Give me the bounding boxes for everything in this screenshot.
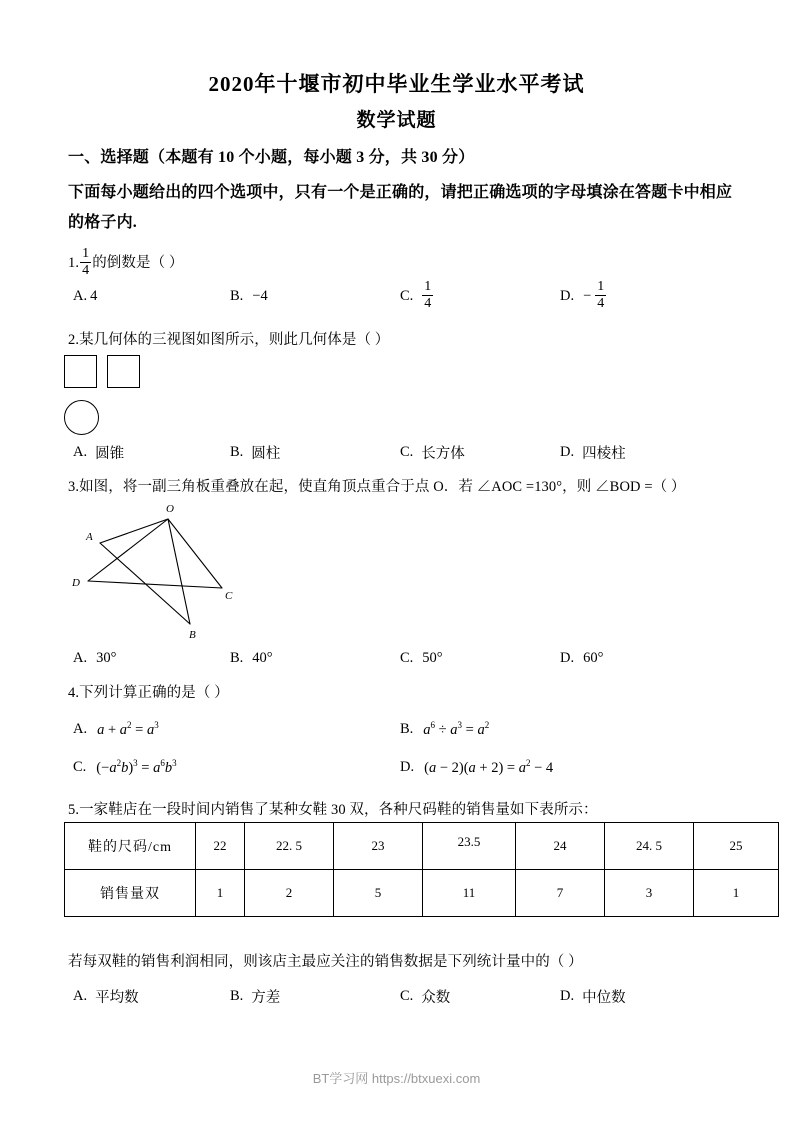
option-3-a-text: 30°: [96, 650, 117, 666]
front-view-square: [64, 355, 97, 388]
option-4-d-text: $(a - 2)(a + 2) = a^2 - 4$: [424, 758, 554, 776]
question-2-options: [0, 442, 793, 478]
option-3-b-label: B.: [230, 650, 244, 666]
question-3-stem: 3.如图，将一副三角板重叠放在起，使直角顶点重合于点 O．若 ∠AOC =130°，则 ∠BOD =（ ）: [68, 479, 686, 495]
option-5-c[interactable]: [400, 986, 450, 1007]
option-5-b[interactable]: [230, 986, 280, 1007]
option-4-b-text: $a^6 \div a^3 = a^2$: [423, 720, 490, 738]
question-1-stem: [68, 248, 184, 279]
option-2-a-text: 圆锥: [95, 446, 125, 462]
cell-count-3: 11: [423, 870, 516, 917]
question-1-options: [0, 279, 793, 324]
cell-size-5: 24. 5: [605, 823, 694, 870]
option-2-d[interactable]: [560, 442, 626, 463]
option-4-d-label: D.: [400, 758, 415, 775]
label-B: B: [189, 629, 196, 641]
table-row-counts: [65, 870, 779, 917]
option-5-a[interactable]: [73, 986, 139, 1007]
option-2-c-label: C.: [400, 444, 414, 460]
question-3-options: [0, 650, 793, 686]
option-5-a-label: A.: [73, 988, 88, 1004]
option-3-d[interactable]: [560, 650, 603, 667]
option-2-b-text: 圆柱: [251, 446, 281, 462]
cell-size-0: 22: [196, 823, 245, 870]
option-3-b-text: 40°: [252, 650, 273, 666]
option-2-b[interactable]: [230, 442, 280, 463]
option-3-c-label: C.: [400, 650, 414, 666]
section-instruction: 下面每小题给出的四个选项中，只有一个是正确的，请把正确选项的字母填涂在答题卡中相应的格子内.: [68, 184, 733, 231]
option-1-a-label: A.: [73, 288, 88, 304]
cell-count-0: 1: [196, 870, 245, 917]
cell-size-1: 22. 5: [245, 823, 334, 870]
table-row-sizes: [65, 823, 779, 870]
top-view-circle: [64, 400, 99, 435]
label-D: D: [72, 577, 80, 589]
option-3-c-text: 50°: [422, 650, 443, 666]
option-5-d[interactable]: [560, 986, 626, 1007]
cell-size-2: 23: [334, 823, 423, 870]
cell-size-4: 24: [516, 823, 605, 870]
label-C: C: [225, 590, 233, 602]
option-5-c-text: 众数: [421, 990, 451, 1006]
question-5-stem: 5.一家鞋店在一段时间内销售了某种女鞋 30 双，各种尺码鞋的销售量如下表所示：: [68, 802, 598, 818]
option-5-a-text: 平均数: [95, 990, 139, 1006]
option-3-a[interactable]: [73, 650, 116, 667]
option-4-d[interactable]: [400, 758, 553, 777]
option-4-c-label: C.: [73, 758, 87, 775]
side-view-square: [107, 355, 140, 388]
cell-size-3: 23.5: [423, 823, 516, 870]
option-1-d-fraction: $\frac{1}{4}$: [597, 279, 605, 311]
option-1-c-fraction: $\frac{1}{4}$: [424, 279, 432, 311]
option-5-c-label: C.: [400, 988, 414, 1004]
row-header-size: 鞋的尺码/cm: [65, 823, 196, 870]
page-subtitle: 数学试题: [356, 110, 437, 131]
cell-count-2: 5: [334, 870, 423, 917]
question-5-options: [0, 986, 793, 1022]
option-2-b-label: B.: [230, 444, 244, 460]
option-1-d-sign: −: [583, 288, 592, 304]
question-1-fraction: $\frac{1}{4}$: [82, 246, 90, 278]
option-4-c[interactable]: [73, 758, 177, 777]
option-5-d-text: 中位数: [582, 990, 626, 1006]
option-1-a-text: 4: [90, 288, 98, 304]
option-1-c-label: C.: [400, 288, 414, 304]
option-1-d-label: D.: [560, 288, 575, 304]
shoe-sales-table-wrapper: [64, 822, 779, 917]
option-1-c[interactable]: [400, 281, 434, 312]
option-4-b[interactable]: [400, 720, 489, 739]
question-5-followup: 若每双鞋的销售利润相同，则该店主最应关注的销售数据是下列统计量中的（ ）: [68, 954, 583, 970]
option-2-d-label: D.: [560, 444, 575, 460]
option-1-b[interactable]: [230, 288, 268, 305]
option-4-c-text: $(-a^2b)^3 = a^6b^3$: [96, 758, 177, 776]
option-1-a[interactable]: [73, 288, 97, 305]
cell-count-4: 7: [516, 870, 605, 917]
question-4-stem: 4.下列计算正确的是（ ）: [68, 685, 229, 701]
option-1-b-text: −4: [252, 288, 268, 304]
cell-count-1: 2: [245, 870, 334, 917]
option-3-b[interactable]: [230, 650, 273, 667]
option-3-d-text: 60°: [583, 650, 604, 666]
option-4-a-label: A.: [73, 720, 88, 737]
option-3-a-label: A.: [73, 650, 88, 666]
question-1-number: 1.: [68, 254, 80, 271]
option-4-a[interactable]: [73, 720, 159, 739]
page-title: 2020年十堰市初中毕业生学业水平考试: [208, 72, 585, 96]
section-heading: 一、选择题（本题有 10 个小题，每小题 3 分，共 30 分）: [68, 149, 475, 166]
question-2-stem: 2.某几何体的三视图如图所示，则此几何体是（ ）: [68, 332, 390, 348]
option-1-d[interactable]: [560, 281, 607, 312]
footer-watermark: BT学习网 https://btxuexi.com: [312, 1071, 481, 1086]
option-5-d-label: D.: [560, 988, 575, 1004]
option-2-a[interactable]: [73, 442, 124, 463]
option-2-c-text: 长方体: [421, 446, 465, 462]
option-1-b-label: B.: [230, 288, 244, 304]
option-3-d-label: D.: [560, 650, 575, 666]
shoe-sales-table: [64, 822, 779, 917]
option-2-c[interactable]: [400, 442, 465, 463]
geometry-svg: [62, 498, 342, 643]
option-2-a-label: A.: [73, 444, 88, 460]
question-4-options-row1: [0, 720, 793, 756]
cell-size-6: 25: [694, 823, 779, 870]
cell-count-6: 1: [694, 870, 779, 917]
cell-count-5: 3: [605, 870, 694, 917]
option-3-c[interactable]: [400, 650, 443, 667]
question-1-stem-text: 的倒数是（ ）: [92, 254, 184, 271]
option-5-b-text: 方差: [251, 990, 281, 1006]
row-header-count: 销售量双: [65, 870, 196, 917]
overlapping-triangles-figure: [62, 498, 342, 643]
option-4-a-text: $a + a^2 = a^3$: [97, 720, 159, 738]
option-5-b-label: B.: [230, 988, 244, 1004]
option-4-b-label: B.: [400, 720, 414, 737]
label-O: O: [166, 503, 174, 515]
question-4-options-row2: [0, 758, 793, 794]
label-A: A: [86, 531, 93, 543]
three-view-figure: [64, 355, 214, 435]
option-2-d-text: 四棱柱: [582, 446, 626, 462]
